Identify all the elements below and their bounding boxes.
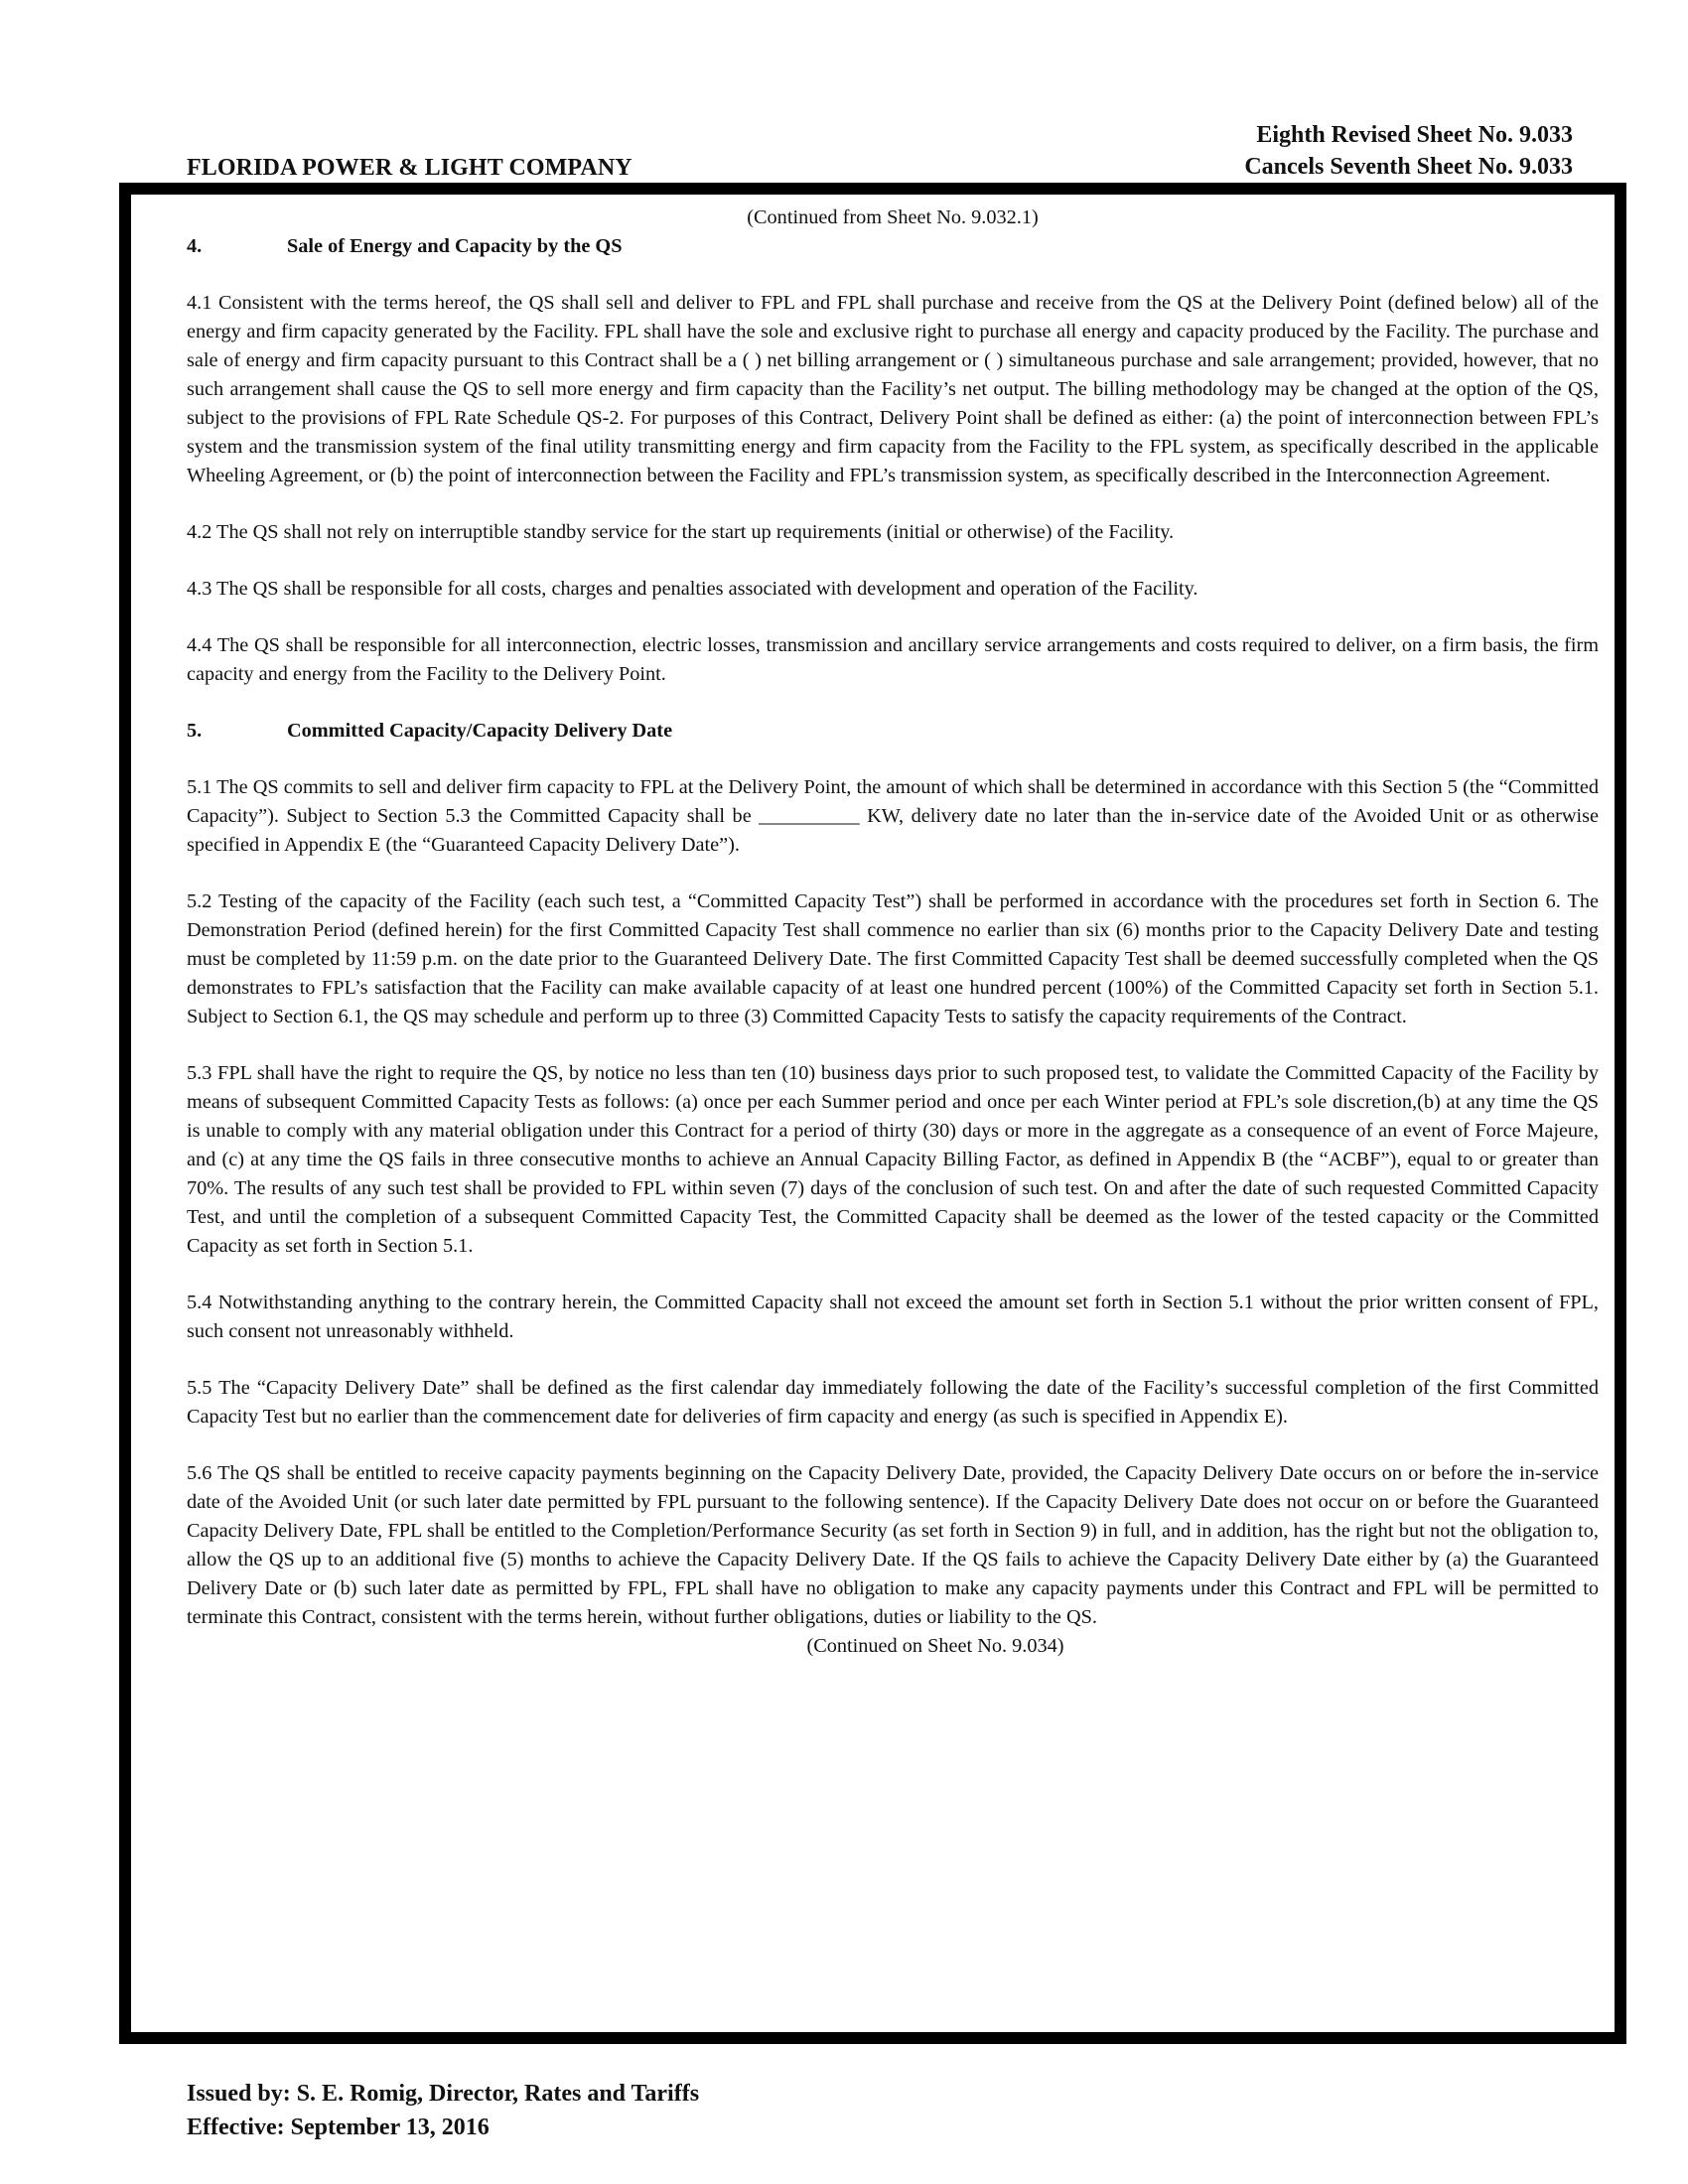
paragraph-5-2: 5.2 Testing of the capacity of the Facility (each such test, a “Committed Capacity Test”) shall be performed in accordance with the procedures set forth in Section 6. The Demonstration Period (defined herein) for the first Committed Capacity Test shall commence no earlier than six (6) months prior to the Capacity Delivery Date and testing must be completed by 11:59 p.m. on the date prior to the Guaranteed Delivery Date. The first Committed Capacity Test shall be deemed successfully completed when the QS demonstrates to FPL’s satisfaction that the Facility can make available capacity of at least one hundred percent (100%) of the Committed Capacity set forth in Section 5.1. Subject to Section 6.1, the QS may schedule and perform up to three (3) Committed Capacity Tests to satisfy the capacity requirements of the Contract. [187,890,1599,1027]
section-5-heading [187,717,1599,746]
section-number: 4. [187,235,203,257]
paragraph-4-1: 4.1 Consistent with the terms hereof, the QS shall sell and deliver to FPL and FPL shall purchase and receive from the QS at the Delivery Point (defined below) all of the energy and firm capacity generated by the Facility. FPL shall have the sole and exclusive right to purchase all energy and capacity produced by the Facility. The purchase and sale of energy and firm capacity pursuant to this Contract shall be a ( ) net billing arrangement or ( ) simultaneous purchase and sale arrangement; provided, however, that no such arrangement shall cause the QS to sell more energy and firm capacity than the Facility’s net output. The billing methodology may be changed at the option of the QS, subject to the provisions of FPL Rate Schedule QS-2. For purposes of this Contract, Delivery Point shall be defined as either: (a) the point of interconnection between FPL’s system and the transmission system of the final utility transmitting energy and firm capacity from the Facility to the FPL system, as specifically described in the applicable Wheeling Agreement, or (b) the point of interconnection between the Facility and FPL’s transmission system, as specifically described in the Interconnection Agreement. [187,292,1599,486]
section-number: 5. [187,720,203,742]
sheet-number: Eighth Revised Sheet No. 9.033 [1256,122,1573,148]
paragraph-4-4: 4.4 The QS shall be responsible for all interconnection, electric losses, transmission and ancillary service arrangements and costs required to deliver, on a firm basis, the firm capacity and energy from the Facility to the Delivery Point. [187,634,1599,685]
section-title: Committed Capacity/Capacity Delivery Date [287,720,673,742]
paragraph-5-5: 5.5 The “Capacity Delivery Date” shall be defined as the first calendar day immediately following the date of the Facility’s successful completion of the first Committed Capacity Test but no earlier than the commencement date for deliveries of firm capacity and energy (as such is specified in Appendix E). [187,1377,1599,1428]
continued-from-note: (Continued from Sheet No. 9.032.1) [747,206,1039,228]
paragraph-4-2: 4.2 The QS shall not rely on interruptible standby service for the start up requirements (initial or otherwise) of the Facility. [187,521,1175,543]
paragraph-4-3: 4.3 The QS shall be responsible for all costs, charges and penalties associated with development and operation of the Facility. [187,578,1198,600]
paragraph-5-1: 5.1 The QS commits to sell and deliver firm capacity to FPL at the Delivery Point, the amount of which shall be determined in accordance with this Section 5 (the “Committed Capacity”). Subject to Section 5.3 the Committed Capacity shall be __________ KW, delivery date no later than the in-service date of the Avoided Unit or as otherwise specified in Appendix E (the “Guaranteed Capacity Delivery Date”). [187,776,1599,856]
issuance-footer [187,2077,699,2144]
section-4-heading [187,232,1599,261]
paragraph-5-6: 5.6 The QS shall be entitled to receive capacity payments beginning on the Capacity Delivery Date, provided, the Capacity Delivery Date occurs on or before the in-service date of the Avoided Unit (or such later date permitted by FPL pursuant to the following sentence). If the Capacity Delivery Date does not occur on or before the Guaranteed Capacity Delivery Date, FPL shall be entitled to the Completion/Performance Security (as set forth in Section 9) in full, and in addition, has the right but not the obligation to, allow the QS up to an additional five (5) months to achieve the Capacity Delivery Date. If the QS fails to achieve the Capacity Delivery Date either by (a) the Guaranteed Delivery Date or (b) such later date as permitted by FPL, FPL shall have no obligation to make any capacity payments under this Contract and FPL will be permitted to terminate this Contract, consistent with the terms herein, without further obligations, duties or liability to the QS. [187,1462,1599,1628]
document-body [187,204,1599,1661]
company-name: FLORIDA POWER & LIGHT COMPANY [187,155,633,181]
issued-by: Issued by: S. E. Romig, Director, Rates and Tariffs [187,2081,700,2107]
effective-date: Effective: September 13, 2016 [187,2115,490,2140]
continued-on-note: (Continued on Sheet No. 9.034) [806,1635,1064,1657]
paragraph-5-3: 5.3 FPL shall have the right to require the QS, by notice no less than ten (10) business days prior to such proposed test, to validate the Committed Capacity of the Facility by means of subsequent Committed Capacity Tests as follows: (a) once per each Summer period and once per each Winter period at FPL’s sole discretion,(b) at any time the QS is unable to comply with any material obligation under this Contract for a period of thirty (30) days or more in the aggregate as a consequence of an event of Force Majeure, and (c) at any time the QS fails in three consecutive months to achieve an Annual Capacity Billing Factor, as defined in Appendix B (the “ACBF”), equal to or greater than 70%. The results of any such test shall be provided to FPL within seven (7) days of the conclusion of such test. On and after the date of such requested Committed Capacity Test, and until the completion of a subsequent Committed Capacity Test, the Committed Capacity shall be deemed as the lower of the tested capacity or the Committed Capacity as set forth in Section 5.1. [187,1062,1599,1257]
sheet-revision-block [1244,119,1573,183]
section-title: Sale of Energy and Capacity by the QS [287,235,623,257]
paragraph-5-4: 5.4 Notwithstanding anything to the contrary herein, the Committed Capacity shall not exceed the amount set forth in Section 5.1 without the prior written consent of FPL, such consent not unreasonably withheld. [187,1292,1599,1342]
cancels-sheet-number: Cancels Seventh Sheet No. 9.033 [1244,154,1573,180]
